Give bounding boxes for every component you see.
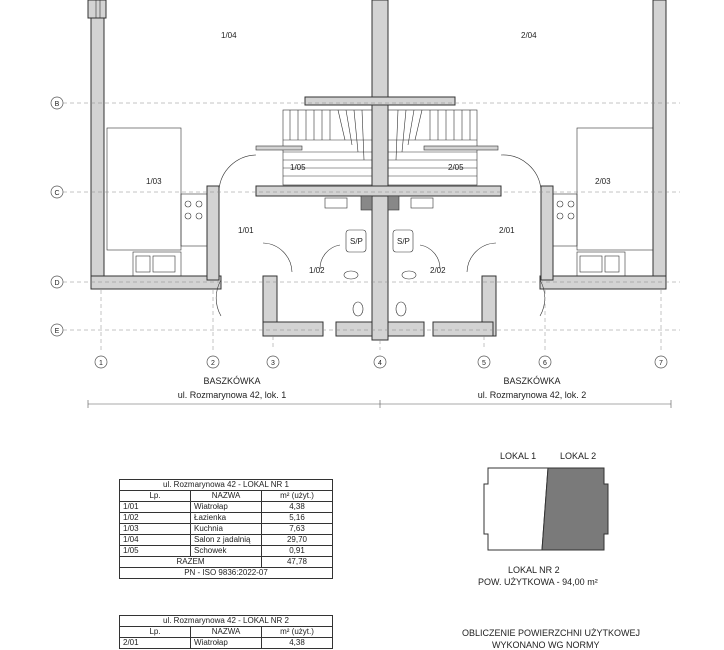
table2-title: ul. Rozmarynowa 42 - LOKAL NR 2 [120,616,333,627]
bath-bottom-right [433,322,493,336]
table-total-row [120,557,333,568]
left-outer-wall [91,0,104,289]
stair-bottom-wall [256,186,501,196]
room-label-2-05: 2/05 [448,163,464,172]
stairs-left [256,110,372,185]
left-top-jamb [88,0,106,18]
bath-bottom-left [263,322,323,336]
table-row: 2/01 Wiatrołap 4,38 [120,638,333,649]
room-label-1-01: 1/01 [238,226,254,235]
row-marker-e: E [54,328,60,335]
unit2-title: BASZKÓWKA [503,376,561,386]
table1-norm: PN - ISO 9836:2022-07 [120,568,333,579]
kitchen-wall-right [541,186,553,280]
room-label-1-05: 1/05 [290,163,306,172]
key-lokal-1-shape [484,468,548,550]
row-markers [51,97,63,336]
table1-total-value: 47,78 [262,557,333,568]
table2-header-name: NAZWA [191,627,262,638]
dimension-line [88,400,671,408]
bath-ext-right [388,322,424,336]
table-row: 1/05 Schowek 0,91 [120,546,333,557]
col-marker-6: 6 [543,360,547,367]
table-row: 1/02 Łazienka 5,16 [120,513,333,524]
table-row: 1/01 Wiatrołap 4,38 [120,502,333,513]
area-table-lokal-1 [119,479,333,579]
row-marker-b: B [54,101,60,108]
key-lokal-2-label: LOKAL 2 [560,451,597,461]
room-label-2-03: 2/03 [595,177,611,186]
bath-ext-left [336,322,372,336]
sp-label-left: S/P [350,237,363,246]
unit2-address: ul. Rozmarynowa 42, lok. 2 [477,390,587,400]
table1-title: ul. Rozmarynowa 42 - LOKAL NR 1 [120,480,333,491]
room-label-1-02: 1/02 [309,266,325,275]
table2-header-area: m² (użyt.) [262,627,333,638]
key-lokal-2-shape [542,468,608,550]
room-label-1-03: 1/03 [146,177,162,186]
col-marker-5: 5 [482,360,486,367]
sp-label-right: S/P [397,237,410,246]
unit1-title: BASZKÓWKA [203,376,261,386]
col-marker-1: 1 [99,360,103,367]
party-wall [372,0,388,340]
stairs-right [388,110,498,185]
upper-cross-wall [305,97,455,105]
key-lokal-1-label: LOKAL 1 [500,451,537,461]
calc-note-line1: OBLICZENIE POWIERZCHNI UŻYTKOWEJ [462,628,641,638]
row-marker-c: C [54,190,60,197]
room-label-2-01: 2/01 [499,226,515,235]
table2-header-lp: Lp. [120,627,191,638]
right-outer-wall [653,0,666,289]
key-selected-lokal: LOKAL NR 2 [508,565,560,575]
table1-header-name: NAZWA [191,491,262,502]
bottom-wall-left [91,276,221,289]
table1-header-lp: Lp. [120,491,191,502]
kitchen-right [553,128,653,276]
table1-header-area: m² (użyt.) [262,491,333,502]
col-marker-2: 2 [211,360,215,367]
kitchen-wall-left [207,186,219,280]
lokal-key-diagram [480,464,610,554]
table-row: 1/03 Kuchnia 7,63 [120,524,333,535]
area-table-lokal-2 [119,615,333,649]
unit1-address: ul. Rozmarynowa 42, lok. 1 [177,390,287,400]
table-row: 1/04 Salon z jadalnią 29,70 [120,535,333,546]
room-label-2-02: 2/02 [430,266,446,275]
room-label-1-04: 1/04 [221,31,237,40]
col-marker-7: 7 [659,360,663,367]
col-marker-3: 3 [271,360,275,367]
row-marker-d: D [54,280,60,287]
table1-total-label: RAZEM [120,557,262,568]
col-marker-4: 4 [378,360,382,367]
calc-note-line2: WYKONANO WG NORMY [492,640,600,650]
kitchen-left [107,128,207,276]
walls [88,0,666,340]
room-label-2-04: 2/04 [521,31,537,40]
key-usable-area: POW. UŻYTKOWA - 94,00 m² [478,577,598,587]
bottom-wall-right [540,276,666,289]
